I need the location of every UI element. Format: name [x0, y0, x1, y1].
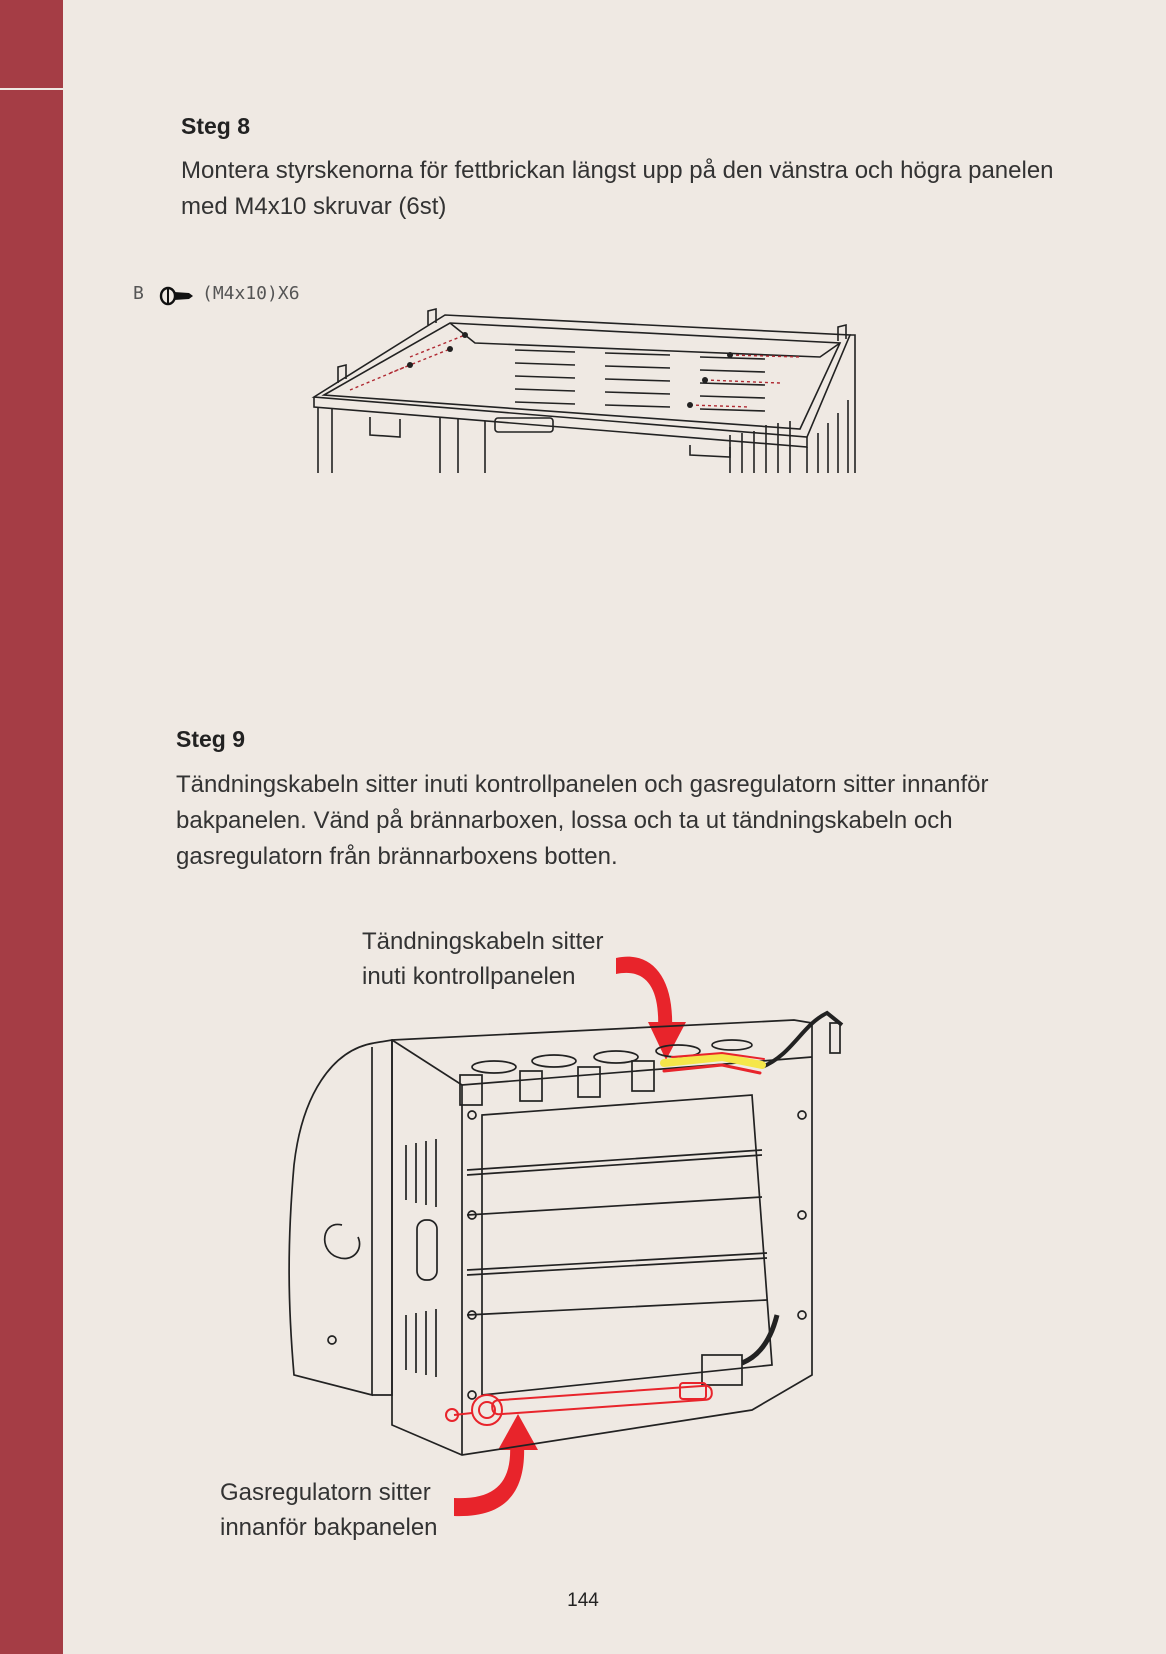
- sidebar-band: [0, 0, 63, 1654]
- callout-bottom-line2: innanför bakpanelen: [220, 1514, 438, 1541]
- parts-spec: (M4x10)X6: [202, 283, 300, 304]
- step8-line2: med M4x10 skruvar (6st): [181, 193, 447, 220]
- callout-top-line2: inuti kontrollpanelen: [362, 963, 576, 990]
- callout-bottom-line1: Gasregulatorn sitter: [220, 1479, 431, 1506]
- sidebar-rule: [0, 88, 63, 90]
- screw-icon: [160, 285, 194, 307]
- page-number: 144: [567, 1590, 599, 1611]
- step9-line2: bakpanelen. Vänd på brännarboxen, lossa och ta ut tändningskabeln och: [176, 807, 953, 834]
- grill-frame-illustration: [310, 305, 910, 477]
- step8-heading: Steg 8: [181, 113, 251, 139]
- callout-top-line1: Tändningskabeln sitter: [362, 928, 604, 955]
- burner-box-illustration: [282, 1015, 882, 1455]
- step8-line1: Montera styrskenorna för fettbrickan längst upp på den vänstra och högra panelen: [181, 157, 1054, 184]
- step9-heading: Steg 9: [176, 726, 246, 752]
- step9-line3: gasregulatorn från brännarboxens botten.: [176, 843, 618, 870]
- parts-letter: B: [133, 283, 144, 304]
- step9-line1: Tändningskabeln sitter inuti kontrollpanelen och gasregulatorn sitter innanför: [176, 771, 989, 798]
